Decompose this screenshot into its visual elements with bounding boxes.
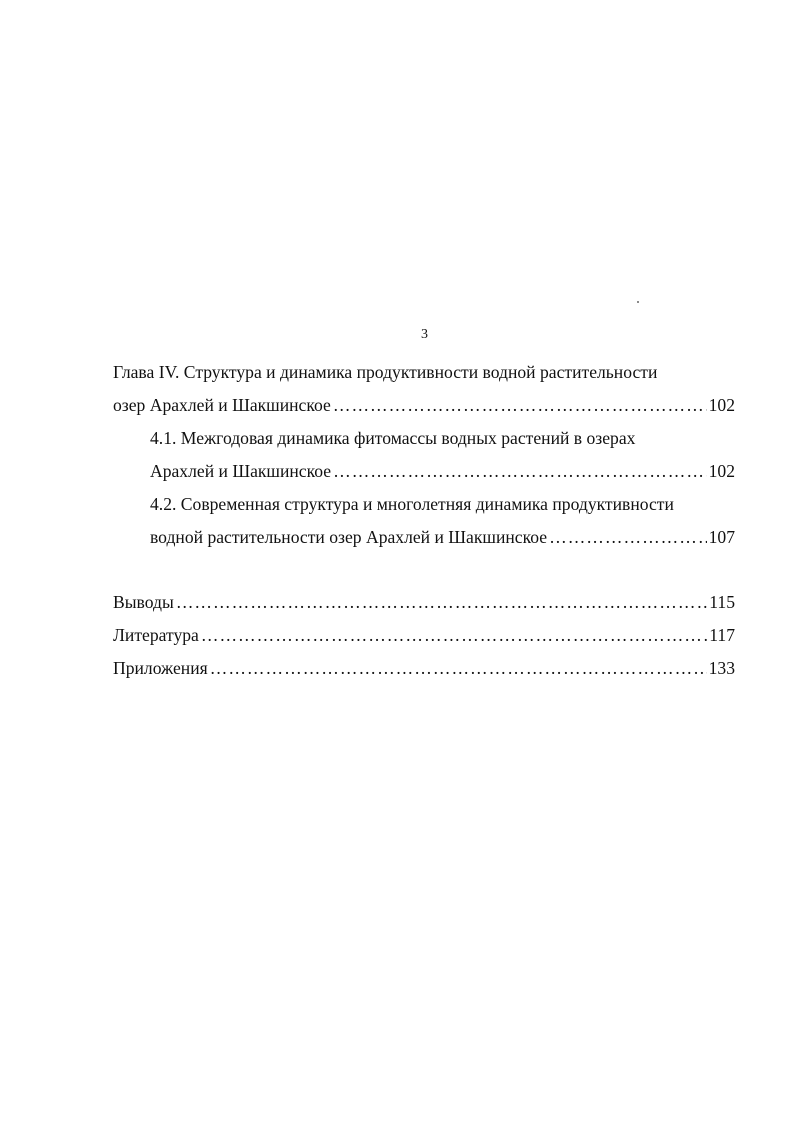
toc-section41-title: Арахлей и Шакшинское <box>150 461 332 481</box>
dot-leader <box>333 455 707 488</box>
toc-section41-page: 102 <box>708 461 735 481</box>
dot-leader <box>549 521 707 554</box>
scan-speck <box>637 301 639 303</box>
toc-literature-title: Литература <box>113 625 199 645</box>
toc-literature <box>113 619 735 652</box>
toc-section42-title: водной растительности озер Арахлей и Шакшинское <box>150 527 548 547</box>
toc-appendices-title: Приложения <box>113 658 208 678</box>
toc-chapter4-line1: Глава IV. Структура и динамика продуктивности водной растительности <box>113 362 658 382</box>
dot-leader <box>333 389 707 422</box>
dot-leader <box>210 652 707 685</box>
table-of-contents <box>113 356 735 685</box>
toc-section42-line1: 4.2. Современная структура и многолетняя динамика продуктивности <box>150 494 674 514</box>
page-number: 3 <box>421 327 428 342</box>
toc-conclusions <box>113 586 735 619</box>
toc-appendices <box>113 652 735 685</box>
section-gap <box>113 554 735 586</box>
toc-conclusions-title: Выводы <box>113 592 174 612</box>
toc-literature-page: 117 <box>709 625 735 645</box>
toc-section41-line1: 4.1. Межгодовая динамика фитомассы водных растений в озерах <box>150 428 636 448</box>
toc-chapter4-line2 <box>113 389 735 422</box>
dot-leader <box>201 619 707 652</box>
toc-conclusions-page: 115 <box>709 592 735 612</box>
toc-chapter4-title: озер Арахлей и Шакшинское <box>113 395 331 415</box>
toc-appendices-page: 133 <box>708 658 735 678</box>
toc-section42-page: 107 <box>708 527 735 547</box>
toc-section42-line2 <box>113 521 735 554</box>
toc-chapter4-page: 102 <box>708 395 735 415</box>
dot-leader <box>176 586 707 619</box>
toc-section41-line2 <box>113 455 735 488</box>
